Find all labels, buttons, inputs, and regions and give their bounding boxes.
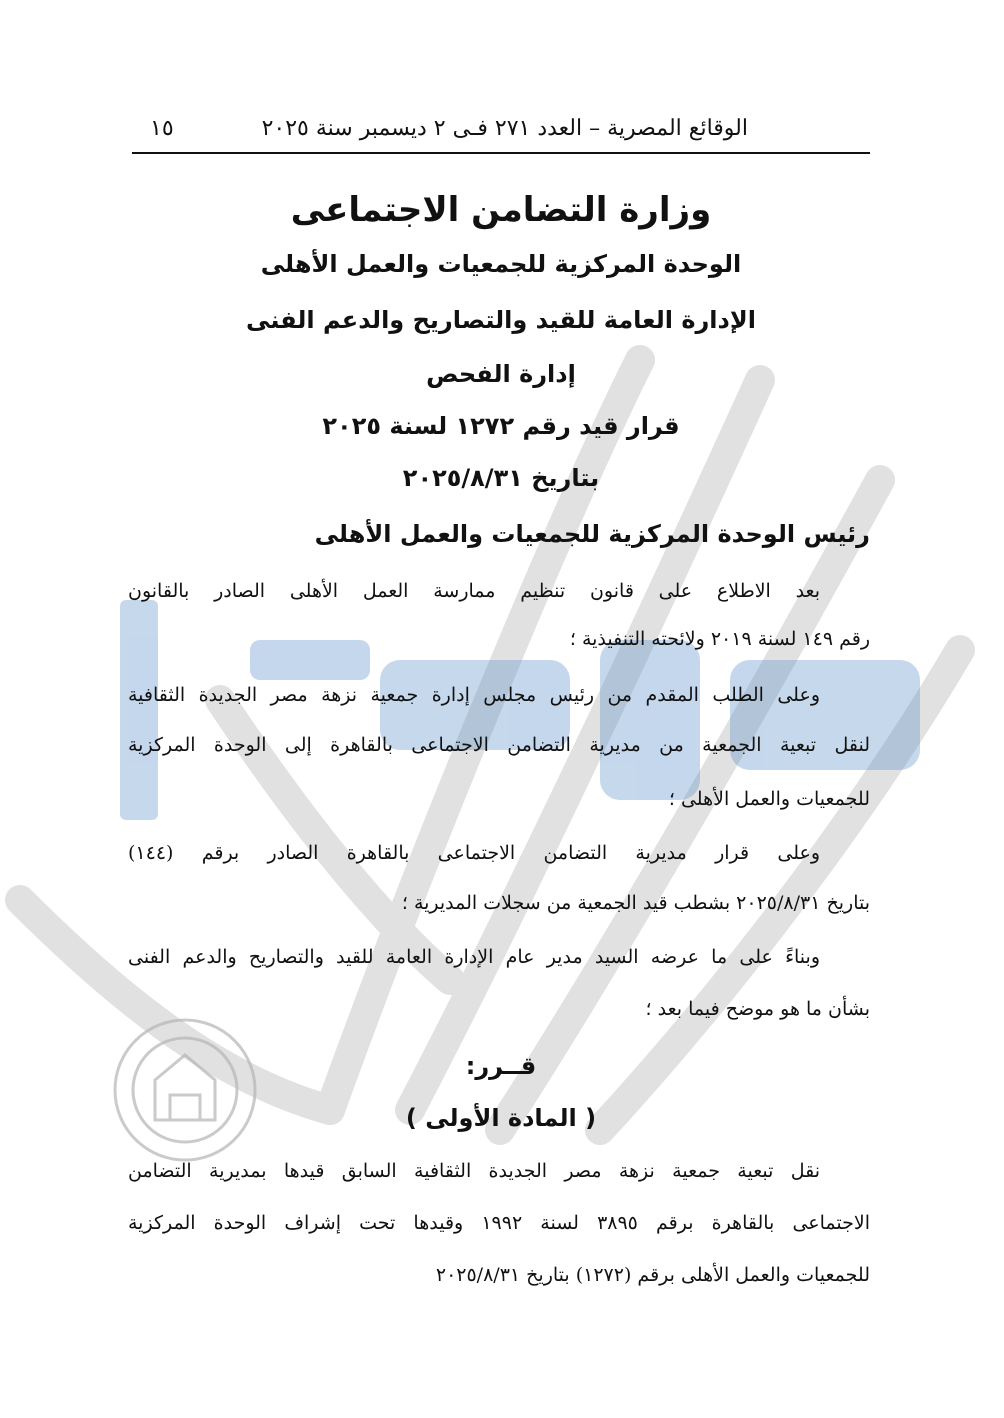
article-line: الاجتماعى بالقاهرة برقم ٣٨٩٥ لسنة ١٩٩٢ وقيدها تحت إشراف الوحدة المركزية	[128, 1212, 871, 1234]
preamble-line: للجمعيات والعمل الأهلى ؛	[668, 788, 870, 810]
chief-title: رئيس الوحدة المركزية للجمعيات والعمل الأهلى	[314, 520, 870, 548]
page-header	[132, 112, 870, 154]
preamble-line: لنقل تبعية الجمعية من مديرية التضامن الاجتماعى بالقاهرة إلى الوحدة المركزية	[128, 734, 870, 756]
preamble-line: بتاريخ ٢٠٢٥/٨/٣١ بشطب قيد الجمعية من سجلات المديرية ؛	[401, 892, 870, 914]
decision-label: قــرر:	[465, 1052, 537, 1080]
unit-heading: الوحدة المركزية للجمعيات والعمل الأهلى	[260, 250, 742, 278]
preamble-line: وعلى الطلب المقدم من رئيس مجلس إدارة جمعية نزهة مصر الجديدة الثقافية	[128, 684, 820, 706]
page-number: ١٥	[150, 116, 174, 141]
article-line: نقل تبعية جمعية نزهة مصر الجديدة الثقافية السابق قيدها بمديرية التضامن	[128, 1160, 820, 1182]
decree-number: قرار قيد رقم ١٢٧٢ لسنة ٢٠٢٥	[322, 412, 680, 440]
preamble-line: وعلى قرار مديرية التضامن الاجتماعى بالقاهرة الصادر برقم (١٤٤)	[128, 842, 820, 864]
article-line: للجمعيات والعمل الأهلى برقم (١٢٧٢) بتاريخ ٢٠٢٥/٨/٣١	[435, 1264, 870, 1286]
article-title: ( المادة الأولى )	[405, 1104, 597, 1132]
section-heading: إدارة الفحص	[426, 360, 576, 388]
decree-date: بتاريخ ٢٠٢٥/٨/٣١	[402, 464, 600, 492]
gazette-header-title: الوقائع المصرية – العدد ٢٧١ فـى ٢ ديسمبر سنة ٢٠٢٥	[261, 116, 748, 141]
ministry-heading: وزارة التضامن الاجتماعى	[290, 190, 712, 230]
preamble-line: وبناءً على ما عرضه السيد مدير عام الإدارة العامة للقيد والتصاريح والدعم الفنى	[128, 946, 820, 968]
department-heading: الإدارة العامة للقيد والتصاريح والدعم الفنى	[246, 306, 756, 334]
preamble-line: بشأن ما هو موضح فيما بعد ؛	[645, 998, 870, 1020]
preamble-line: بعد الاطلاع على قانون تنظيم ممارسة العمل الأهلى الصادر بالقانون	[128, 580, 820, 602]
ministry-seal-icon	[90, 1010, 280, 1170]
preamble-line: رقم ١٤٩ لسنة ٢٠١٩ ولائحته التنفيذية ؛	[569, 628, 870, 650]
